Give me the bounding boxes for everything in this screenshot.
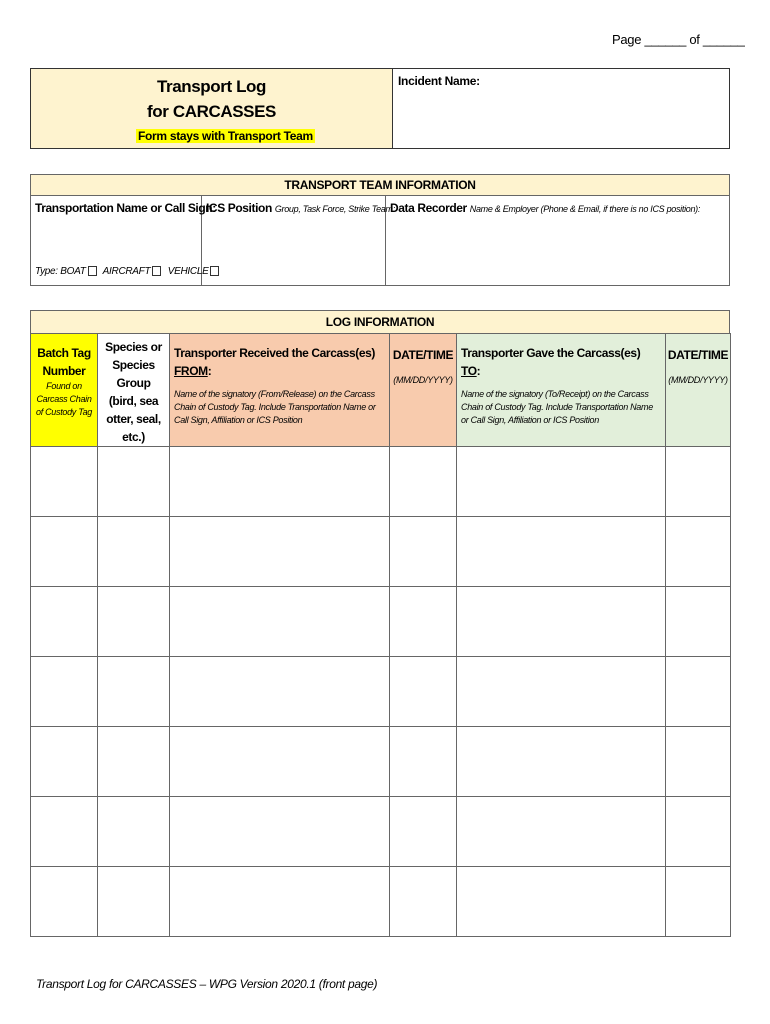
type-label: Type:	[35, 266, 58, 277]
gave-to-cell[interactable]	[457, 657, 666, 727]
received-from-hint: Name of the signatory (From/Release) on the Carcass Chain of Custody Tag. Include Transportation Name or Call Sign, Affiliation or ICS Position	[174, 389, 376, 425]
page-number[interactable]: Page ______ of ______	[612, 32, 745, 47]
received-datetime-header	[390, 334, 457, 447]
transport-team-section	[30, 174, 730, 286]
received-from-cell[interactable]	[170, 517, 390, 587]
received-from-cell[interactable]	[170, 797, 390, 867]
form-note: Form stays with Transport Team	[138, 129, 313, 143]
transportation-name-label: Transportation Name or Call Sign:	[35, 201, 216, 215]
team-section-heading: TRANSPORT TEAM INFORMATION	[31, 175, 729, 196]
received-from-cell[interactable]	[170, 657, 390, 727]
gave-datetime-title: DATE/TIME	[667, 348, 729, 362]
boat-checkbox[interactable]	[88, 266, 97, 276]
ics-position-title: ICS Position	[206, 201, 272, 215]
gave-to-header	[457, 334, 666, 447]
gave-datetime-cell[interactable]	[666, 797, 731, 867]
header-box	[30, 68, 730, 149]
batch-tag-cell[interactable]	[31, 587, 98, 657]
gave-datetime-cell[interactable]	[666, 587, 731, 657]
received-from-suffix: :	[207, 364, 212, 378]
batch-tag-cell[interactable]	[31, 517, 98, 587]
gave-datetime-cell[interactable]	[666, 447, 731, 517]
gave-to-suffix: :	[476, 364, 481, 378]
received-datetime-cell[interactable]	[390, 797, 457, 867]
gave-datetime-cell[interactable]	[666, 657, 731, 727]
table-row	[31, 587, 731, 657]
received-datetime-cell[interactable]	[390, 867, 457, 937]
species-cell[interactable]	[98, 517, 170, 587]
received-from-cell[interactable]	[170, 727, 390, 797]
form-subtitle: for CARCASSES	[147, 102, 276, 121]
ics-position-label	[206, 201, 395, 215]
received-datetime-format: (MM/DD/YYYY)	[393, 375, 453, 385]
received-from-cell[interactable]	[170, 867, 390, 937]
received-datetime-cell[interactable]	[390, 657, 457, 727]
gave-datetime-cell[interactable]	[666, 867, 731, 937]
batch-tag-cell[interactable]	[31, 727, 98, 797]
incident-name-field[interactable]: Incident Name:	[398, 74, 480, 88]
table-row	[31, 447, 731, 517]
received-from-emph: FROM	[174, 364, 208, 378]
gave-datetime-cell[interactable]	[666, 727, 731, 797]
species-cell[interactable]	[98, 727, 170, 797]
gave-to-cell[interactable]	[457, 727, 666, 797]
species-cell[interactable]	[98, 657, 170, 727]
species-header	[98, 334, 170, 447]
species-cell[interactable]	[98, 447, 170, 517]
table-row	[31, 727, 731, 797]
ics-position-hint: Group, Task Force, Strike Team:	[274, 204, 395, 214]
gave-to-cell[interactable]	[457, 517, 666, 587]
table-row	[31, 797, 731, 867]
species-title: Species or Species Group (bird, sea otter, seal, etc.)	[105, 340, 162, 444]
gave-to-cell[interactable]	[457, 447, 666, 517]
gave-to-emph: TO	[461, 364, 477, 378]
type-selector	[35, 266, 223, 277]
received-from-cell[interactable]	[170, 587, 390, 657]
title-cell	[31, 69, 393, 148]
aircraft-checkbox[interactable]	[152, 266, 161, 276]
table-row	[31, 657, 731, 727]
gave-datetime-header	[666, 334, 731, 447]
received-from-cell[interactable]	[170, 447, 390, 517]
footer-text: Transport Log for CARCASSES – WPG Version 2020.1 (front page)	[36, 977, 378, 991]
received-from-title	[170, 344, 389, 380]
species-cell[interactable]	[98, 797, 170, 867]
ics-position-field[interactable]	[202, 196, 395, 285]
received-from-header	[170, 334, 390, 447]
type-option-vehicle: VEHICLE	[167, 266, 209, 277]
transportation-name-field[interactable]	[31, 196, 216, 285]
gave-to-cell[interactable]	[457, 797, 666, 867]
type-option-aircraft: AIRCRAFT	[102, 266, 151, 277]
data-recorder-hint: Name & Employer (Phone & Email, if there is no ICS position):	[469, 204, 701, 214]
form-title: Transport Log	[156, 77, 267, 96]
received-datetime-cell[interactable]	[390, 517, 457, 587]
gave-to-cell[interactable]	[457, 867, 666, 937]
batch-tag-title: Batch Tag Number	[37, 346, 91, 378]
species-cell[interactable]	[98, 587, 170, 657]
received-datetime-cell[interactable]	[390, 727, 457, 797]
data-recorder-label	[390, 201, 700, 215]
table-row	[31, 517, 731, 587]
gave-datetime-format: (MM/DD/YYYY)	[668, 375, 728, 385]
batch-tag-cell[interactable]	[31, 657, 98, 727]
gave-datetime-cell[interactable]	[666, 517, 731, 587]
gave-to-title	[457, 344, 665, 380]
log-table-header	[31, 334, 731, 447]
received-datetime-title: DATE/TIME	[392, 348, 454, 362]
type-option-boat: BOAT	[60, 266, 86, 277]
log-table-body	[31, 447, 731, 937]
gave-to-hint: Name of the signatory (To/Receipt) on the Carcass Chain of Custody Tag. Include Transportation Name or Call Sign, Affiliation or ICS Position	[461, 389, 653, 425]
received-datetime-cell[interactable]	[390, 587, 457, 657]
batch-tag-cell[interactable]	[31, 867, 98, 937]
table-row	[31, 867, 731, 937]
gave-to-cell[interactable]	[457, 587, 666, 657]
data-recorder-field[interactable]	[386, 196, 729, 285]
batch-tag-hint: Found on Carcass Chain of Custody Tag	[35, 381, 92, 417]
gave-to-prefix: Transporter Gave the Carcass(es)	[461, 346, 641, 360]
log-section-heading: LOG INFORMATION	[30, 310, 730, 334]
log-table	[30, 333, 731, 937]
received-datetime-cell[interactable]	[390, 447, 457, 517]
data-recorder-title: Data Recorder	[390, 201, 467, 215]
batch-tag-header	[31, 334, 98, 447]
batch-tag-cell[interactable]	[31, 447, 98, 517]
received-from-prefix: Transporter Received the Carcass(es)	[174, 346, 376, 360]
species-cell[interactable]	[98, 867, 170, 937]
batch-tag-cell[interactable]	[31, 797, 98, 867]
